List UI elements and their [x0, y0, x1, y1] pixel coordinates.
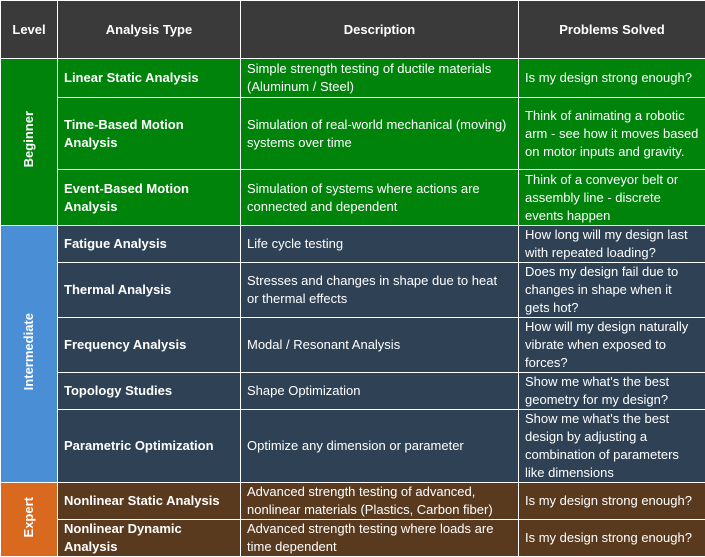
table-row: [1, 226, 705, 263]
analysis-type-cell: Thermal Analysis: [58, 263, 241, 318]
description-cell: Simple strength testing of ductile materials (Aluminum / Steel): [241, 59, 519, 98]
analysis-type-cell: Fatigue Analysis: [58, 226, 241, 263]
table-row: [1, 483, 705, 520]
description-cell: Stresses and changes in shape due to heat or thermal effects: [241, 263, 519, 318]
level-intermediate: [1, 226, 58, 483]
analysis-type-cell: Event-Based Motion Analysis: [58, 170, 241, 226]
header-problems-solved: Problems Solved: [519, 1, 705, 59]
level-label: Intermediate: [20, 313, 38, 390]
level-expert: [1, 483, 58, 557]
analysis-type-cell: Nonlinear Dynamic Analysis: [58, 520, 241, 557]
description-cell: Shape Optimization: [241, 373, 519, 410]
analysis-type-cell: Parametric Optimization: [58, 410, 241, 483]
problem-cell: How will my design naturally vibrate when exposed to forces?: [519, 318, 705, 373]
table-row: [1, 410, 705, 483]
table-row: [1, 263, 705, 318]
problem-cell: Is my design strong enough?: [519, 483, 705, 520]
problem-cell: How long will my design last with repeated loading?: [519, 226, 705, 263]
description-cell: Life cycle testing: [241, 226, 519, 263]
description-cell: Advanced strength testing of advanced, nonlinear materials (Plastics, Carbon fiber): [241, 483, 519, 520]
problem-cell: Show me what's the best design by adjusting a combination of parameters like dimensions: [519, 410, 705, 483]
level-label: Beginner: [20, 111, 38, 167]
problem-cell: Show me what's the best geometry for my design?: [519, 373, 705, 410]
table-row: [1, 373, 705, 410]
analysis-type-cell: Topology Studies: [58, 373, 241, 410]
description-cell: Advanced strength testing where loads are time dependent: [241, 520, 519, 557]
problem-cell: Is my design strong enough?: [519, 59, 705, 98]
analysis-type-cell: Time-Based Motion Analysis: [58, 98, 241, 170]
table-row: [1, 170, 705, 226]
header-description: Description: [241, 1, 519, 59]
description-cell: Optimize any dimension or parameter: [241, 410, 519, 483]
problem-cell: Is my design strong enough?: [519, 520, 705, 557]
analysis-type-cell: Linear Static Analysis: [58, 59, 241, 98]
problem-cell: Think of animating a robotic arm - see how it moves based on motor inputs and gravity.: [519, 98, 705, 170]
level-label: Expert: [20, 497, 38, 537]
description-cell: Modal / Resonant Analysis: [241, 318, 519, 373]
description-cell: Simulation of systems where actions are connected and dependent: [241, 170, 519, 226]
table-row: [1, 520, 705, 557]
analysis-type-cell: Nonlinear Static Analysis: [58, 483, 241, 520]
problem-cell: Does my design fail due to changes in shape when it gets hot?: [519, 263, 705, 318]
description-cell: Simulation of real-world mechanical (moving) systems over time: [241, 98, 519, 170]
table-row: [1, 318, 705, 373]
level-beginner: [1, 59, 58, 226]
header-row: [1, 1, 705, 59]
table-row: [1, 59, 705, 98]
problem-cell: Think of a conveyor belt or assembly line - discrete events happen: [519, 170, 705, 226]
analysis-type-cell: Frequency Analysis: [58, 318, 241, 373]
header-level: Level: [1, 1, 58, 59]
header-analysis-type: Analysis Type: [58, 1, 241, 59]
table-row: [1, 98, 705, 170]
